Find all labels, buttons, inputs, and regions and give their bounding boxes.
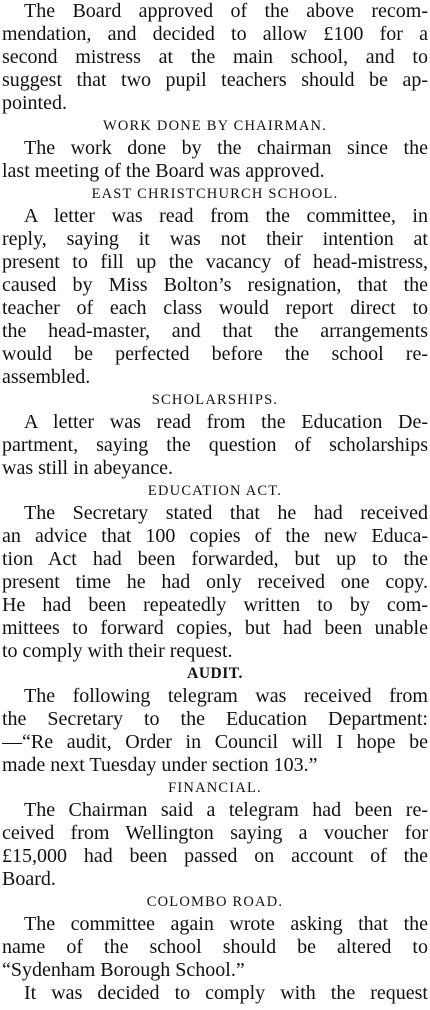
text-line: The committee again wrote asking that the — [24, 913, 428, 935]
text-line: The Board approved of the above recom- — [24, 0, 428, 22]
text-line: mittees to forward copies, but had been unable — [2, 617, 428, 639]
text-line: “Sydenham Borough School.” — [2, 959, 245, 981]
text-line: £15,000 had been passed on account of the — [2, 845, 428, 867]
section-heading-education-act: EDUCATION ACT. — [147, 483, 283, 499]
text-line: present to fill up the vacancy of head-mistress, — [2, 251, 428, 273]
paragraph-colombo-road — [2, 913, 428, 1005]
section-heading-east-christchurch: EAST CHRISTCHURCH SCHOOL. — [91, 186, 339, 202]
text-line: He had been repeatedly written to by com- — [2, 594, 428, 616]
section-heading-audit: AUDIT. — [187, 665, 243, 682]
paragraph-board-approval — [2, 0, 428, 115]
text-line: to comply with their request. — [2, 640, 233, 662]
paragraph-scholarships — [2, 411, 428, 480]
text-line: assembled. — [2, 366, 91, 388]
section-heading-scholarships: SCHOLARSHIPS. — [151, 392, 279, 408]
text-line: pointed. — [2, 92, 67, 114]
text-line: partment, saying the question of scholarships — [2, 434, 428, 456]
text-line: would be perfected before the school re- — [2, 343, 428, 365]
paragraph-education-act — [2, 502, 428, 663]
text-line: —“Re audit, Order in Council will I hope be — [2, 731, 428, 753]
text-line: last meeting of the Board was approved. — [2, 160, 325, 182]
text-line: The Chairman said a telegram had been re- — [24, 799, 428, 821]
text-line: teacher of each class would report direct to — [2, 297, 428, 319]
text-line: The following telegram was received from — [24, 685, 428, 707]
paragraph-east-christchurch — [2, 205, 428, 389]
text-line: The Secretary stated that he had received — [24, 502, 428, 524]
text-line: reply, saying it was not their intention at — [2, 228, 428, 250]
text-line: It was decided to comply with the request — [24, 982, 428, 1004]
text-line: A letter was read from the Education De- — [24, 411, 428, 433]
text-line: made next Tuesday under section 103.” — [2, 754, 318, 776]
text-line: Board. — [2, 868, 56, 890]
text-line: The work done by the chairman since the — [24, 137, 428, 159]
text-line: caused by Miss Bolton’s resignation, that the — [2, 274, 428, 296]
text-line: second mistress at the main school, and to — [2, 46, 428, 68]
text-line: A letter was read from the committee, in — [24, 205, 428, 227]
text-line: tion Act had been forwarded, but up to the — [2, 548, 428, 570]
text-line: was still in abeyance. — [2, 457, 174, 479]
paragraph-work-done — [2, 137, 428, 183]
paragraph-audit — [2, 685, 428, 777]
text-line: an advice that 100 copies of the new Educa- — [2, 525, 428, 547]
section-heading-financial: FINANCIAL. — [168, 780, 262, 796]
text-line: present time he had only received one copy. — [2, 571, 428, 593]
text-line: mendation, and decided to allow £100 for a — [2, 23, 428, 45]
text-line: suggest that two pupil teachers should be ap- — [2, 69, 428, 91]
text-line: the head-master, and that the arrangements — [2, 320, 428, 342]
section-heading-colombo-road: COLOMBO ROAD. — [146, 894, 284, 910]
text-line: ceived from Wellington saying a voucher for — [2, 822, 428, 844]
paragraph-financial — [2, 799, 428, 891]
section-heading-work-done: WORK DONE BY CHAIRMAN. — [102, 118, 328, 134]
text-line: name of the school should be altered to — [2, 936, 428, 958]
text-line: the Secretary to the Education Department: — [2, 708, 428, 730]
